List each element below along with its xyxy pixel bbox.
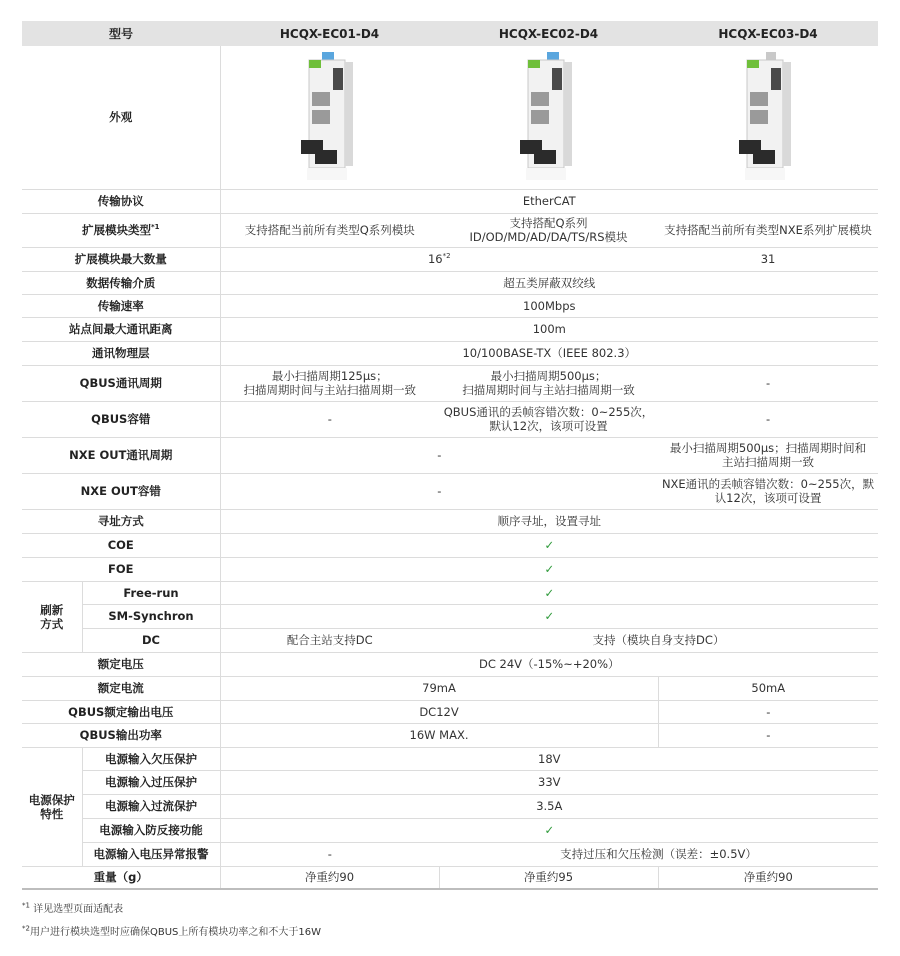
qbus-cycle-row xyxy=(22,365,878,401)
ext-type-label: 扩展模块类型$^{*1}$ xyxy=(22,213,220,247)
rate-row xyxy=(22,294,878,317)
alarm-value-1: - xyxy=(220,842,439,866)
weight-value-3: 净重约90 xyxy=(658,866,878,889)
coe-check-icon: ✓ xyxy=(220,533,878,557)
ext-type-value-1: 支持搭配当前所有类型Q系列模块 xyxy=(220,213,439,247)
qbus-voltage-value-3: - xyxy=(658,700,878,723)
dc-value-23: 支持（模块自身支持DC） xyxy=(439,628,878,652)
qbus-cycle-value-3: - xyxy=(658,365,878,401)
voltage-label: 额定电压 xyxy=(22,652,220,676)
qbus-fault-value-1: - xyxy=(220,401,439,437)
current-value-3: 50mA xyxy=(658,676,878,700)
medium-label: 数据传输介质 xyxy=(22,271,220,294)
phy-row xyxy=(22,341,878,365)
qbus-fault-label: QBUS容错 xyxy=(22,401,220,437)
freerun-row xyxy=(22,581,878,604)
foe-label: FOE xyxy=(22,557,220,581)
reverse-label: 电源输入防反接功能 xyxy=(82,818,220,842)
rate-value: 100Mbps xyxy=(220,294,878,317)
model-2-header: HCQX-EC02-D4 xyxy=(439,21,658,46)
qbus-voltage-row xyxy=(22,700,878,723)
qbus-power-row xyxy=(22,723,878,747)
alarm-label: 电源输入电压异常报警 xyxy=(82,842,220,866)
coe-row xyxy=(22,533,878,557)
phy-label: 通讯物理层 xyxy=(22,341,220,365)
device-illustration-icon xyxy=(514,50,584,182)
footnote-mark: *2 xyxy=(442,252,451,261)
nxe-fault-label: NXE OUT容错 xyxy=(22,473,220,509)
qbus-voltage-value-12: DC12V xyxy=(220,700,658,723)
device-illustration-icon xyxy=(733,50,803,182)
weight-value-1: 净重约90 xyxy=(220,866,439,889)
sm-row xyxy=(22,604,878,628)
qbus-voltage-label: QBUS额定输出电压 xyxy=(22,700,220,723)
qbus-cycle-value-2: 最小扫描周期500µs； 扫描周期时间与主站扫描周期一致 xyxy=(439,365,658,401)
protection-group-label: 电源保护 特性 xyxy=(22,747,82,866)
model-1-header: HCQX-EC01-D4 xyxy=(220,21,439,46)
voltage-row xyxy=(22,652,878,676)
qbus-fault-value-2: QBUS通讯的丢帧容错次数：0~255次， 默认12次，该项可设置 xyxy=(439,401,658,437)
spec-table xyxy=(22,21,878,890)
qbus-power-value-12: 16W MAX. xyxy=(220,723,658,747)
nxe-cycle-label: NXE OUT通讯周期 xyxy=(22,437,220,473)
nxe-cycle-value-3: 最小扫描周期500µs；扫描周期时间和 主站扫描周期一致 xyxy=(658,437,878,473)
refresh-group-label: 刷新 方式 xyxy=(22,581,82,652)
qbus-power-value-3: - xyxy=(658,723,878,747)
ext-type-value-3: 支持搭配当前所有类型NXE系列扩展模块 xyxy=(658,213,878,247)
reverse-check-icon: ✓ xyxy=(220,818,878,842)
medium-value: 超五类屏蔽双绞线 xyxy=(220,271,878,294)
weight-value-2: 净重约95 xyxy=(439,866,658,889)
header-row xyxy=(22,21,878,46)
ext-type-value-2: 支持搭配Q系列 ID/OD/MD/AD/DA/TS/RS模块 xyxy=(439,213,658,247)
overcurrent-label: 电源输入过流保护 xyxy=(82,794,220,818)
qbus-power-label: QBUS输出功率 xyxy=(22,723,220,747)
dc-value-1: 配合主站支持DC xyxy=(220,628,439,652)
nxe-cycle-value-12: - xyxy=(220,437,658,473)
reverse-row xyxy=(22,818,878,842)
model-header-label: 型号 xyxy=(22,21,220,46)
coe-label: COE xyxy=(22,533,220,557)
qbus-cycle-value-1: 最小扫描周期125µs； 扫描周期时间与主站扫描周期一致 xyxy=(220,365,439,401)
nxe-fault-row xyxy=(22,473,878,509)
undervoltage-label: 电源输入欠压保护 xyxy=(82,747,220,770)
addressing-value: 顺序寻址，设置寻址 xyxy=(220,509,878,533)
ext-max-value-12: 16$^{*2}$ xyxy=(220,247,658,271)
dc-row xyxy=(22,628,878,652)
ext-max-label: 扩展模块最大数量 xyxy=(22,247,220,271)
protocol-row xyxy=(22,189,878,213)
distance-value: 100m xyxy=(220,317,878,341)
ext-max-value-3: 31 xyxy=(658,247,878,271)
footnote-2: $^{*2}$用户进行模块选型时应确保QBUS上所有模块功率之和不大于16W xyxy=(22,924,321,938)
sm-synchron-label: SM-Synchron xyxy=(82,604,220,628)
qbus-cycle-label: QBUS通讯周期 xyxy=(22,365,220,401)
dc-label: DC xyxy=(82,628,220,652)
appearance-row xyxy=(22,46,878,189)
device-illustration-icon xyxy=(295,50,365,182)
footnote-1: $^{*1}$ 详见选型页面适配表 xyxy=(22,901,124,915)
voltage-value: DC 24V（-15%~+20%） xyxy=(220,652,878,676)
appearance-label: 外观 xyxy=(22,46,220,189)
addressing-row xyxy=(22,509,878,533)
protocol-value: EtherCAT xyxy=(220,189,878,213)
nxe-fault-value-12: - xyxy=(220,473,658,509)
nxe-cycle-row xyxy=(22,437,878,473)
overvoltage-value: 33V xyxy=(220,770,878,794)
overcurrent-value: 3.5A xyxy=(220,794,878,818)
overvoltage-row xyxy=(22,770,878,794)
footnote-mark: *1 xyxy=(150,223,160,232)
freerun-check-icon: ✓ xyxy=(220,581,878,604)
overvoltage-label: 电源输入过压保护 xyxy=(82,770,220,794)
alarm-value-23: 支持过压和欠压检测（误差：±0.5V） xyxy=(439,842,878,866)
alarm-row xyxy=(22,842,878,866)
ext-max-row xyxy=(22,247,878,271)
ext-type-row xyxy=(22,213,878,247)
distance-label: 站点间最大通讯距离 xyxy=(22,317,220,341)
foe-row xyxy=(22,557,878,581)
weight-label: 重量（g） xyxy=(22,866,220,889)
device-image-1 xyxy=(220,46,439,189)
device-image-2 xyxy=(439,46,658,189)
overcurrent-row xyxy=(22,794,878,818)
addressing-label: 寻址方式 xyxy=(22,509,220,533)
current-label: 额定电流 xyxy=(22,676,220,700)
phy-value: 10/100BASE-TX（IEEE 802.3） xyxy=(220,341,878,365)
current-value-12: 79mA xyxy=(220,676,658,700)
distance-row xyxy=(22,317,878,341)
qbus-fault-row xyxy=(22,401,878,437)
medium-row xyxy=(22,271,878,294)
rate-label: 传输速率 xyxy=(22,294,220,317)
current-row xyxy=(22,676,878,700)
device-image-3 xyxy=(658,46,878,189)
footnotes xyxy=(22,898,321,944)
qbus-fault-value-3: - xyxy=(658,401,878,437)
undervoltage-row xyxy=(22,747,878,770)
nxe-fault-value-3: NXE通讯的丢帧容错次数：0~255次，默 认12次，该项可设置 xyxy=(658,473,878,509)
freerun-label: Free-run xyxy=(82,581,220,604)
undervoltage-value: 18V xyxy=(220,747,878,770)
protocol-label: 传输协议 xyxy=(22,189,220,213)
foe-check-icon: ✓ xyxy=(220,557,878,581)
sm-synchron-check-icon: ✓ xyxy=(220,604,878,628)
weight-row xyxy=(22,866,878,889)
model-3-header: HCQX-EC03-D4 xyxy=(658,21,878,46)
